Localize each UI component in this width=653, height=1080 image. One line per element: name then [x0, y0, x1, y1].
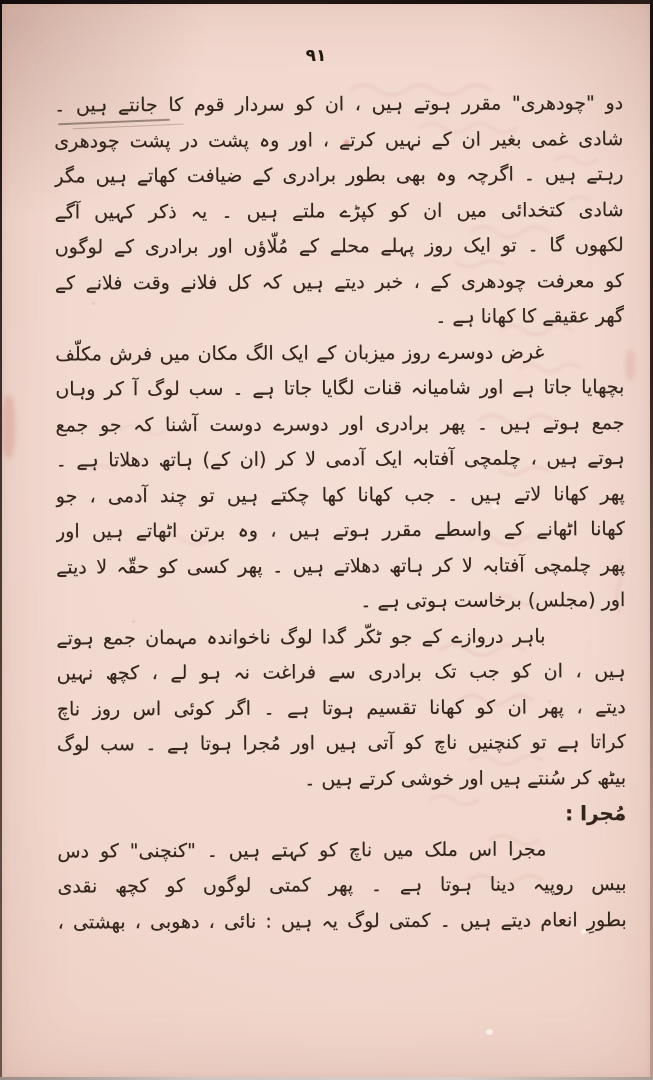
text-line: دیتے ، پھر ان کو کھانا تقسیم ہوتا ہے ۔ اگر کوئی اس روز ناچ — [56, 695, 626, 720]
pink-smear — [626, 350, 635, 380]
text-line: بیٹھ کر سُنتے ہیں اور خوشی کرتے ہیں ۔ — [304, 766, 627, 790]
text-line: کو معرفت چودھری کے ، خبر دیتے ہیں کہ کل فلانے وقت فلانے کے — [54, 269, 624, 294]
text-line: کراتا ہے تو کنچنیں ناچ کو آتی ہیں اور مُجرا ہوتا ہے ۔ سب لوگ — [56, 730, 626, 756]
text-line: رہتے ہیں ۔ اگرچہ وہ بھی بطور برادری کے ضیافت کھاتے ہیں مگر — [54, 162, 624, 188]
text-line: دو "چودھری" مقرر ہوتے ہیں ، ان کو سردار قوم کا جانتے ہیں ۔ — [54, 91, 624, 117]
text-line: شادی غمی بغیر ان کے نہیں کرتے ، اور وہ پشت در پشت چودھری — [54, 127, 624, 152]
section-heading: مُجرا : — [565, 800, 627, 826]
text-line: غرض دوسرے روز میزبان کے ایک الگ مکان میں فرش مکلّف — [55, 340, 545, 365]
text-line: ہوتے ہیں ، چلمچی آفتابہ ایک آدمی لا کر (ان کے) ہاتھ دھلاتا ہے ۔ — [55, 446, 625, 472]
text-block — [54, 86, 627, 940]
text-line: مجرا اس ملک میں ناچ کو کہتے ہیں ۔ "کنچنی" کو دس — [57, 837, 547, 862]
text-line: بچھایا جاتا ہے اور شامیانہ قنات لگایا جاتا ہے ۔ سب لوگ آ کر وہاں — [55, 375, 625, 401]
page-number: ۹۱ — [305, 46, 327, 66]
pink-smear — [2, 396, 15, 458]
text-line: جمع ہوتے ہیں ۔ پھر برادری اور دوسرے دوست آشنا کہ جو جمع — [55, 411, 625, 436]
text-line: شادی کتخدائی میں ان کو کپڑے ملتے ہیں ۔ یہ ذکر کہیں آگے — [54, 198, 624, 223]
scan-edge-left — [0, 0, 2, 1080]
text-line: پھر کھانا لاتے ہیں ۔ جب کھانا کھا چکتے ہیں تو چند آدمی ، جو — [55, 482, 625, 507]
text-line: گھر عقیقے کا کھانا ہے ۔ — [435, 304, 625, 328]
text-line: بیس روپیہ دینا ہوتا ہے ۔ پھر کمتی لوگوں کو کچھ نقدی — [57, 872, 627, 898]
text-line: اور (مجلس) برخاست ہوتی ہے ۔ — [360, 588, 626, 613]
text-line: پھر چلمچی آفتابہ لا کر ہاتھ دھلاتے ہیں ۔ پھر کسی کو حقّہ لا دیتے — [56, 553, 626, 578]
text-line: بطورِ انعام دیتے ہیں ۔ کمتی لوگ یہ ہیں : نائی ، دھوبی ، بھشتی ، — [57, 908, 627, 933]
paper-fleck — [486, 1029, 493, 1035]
text-line: لکھوں گا ۔ تو ایک روز پہلے محلے کے مُلّاؤں اور برادری کے لوگوں — [54, 233, 624, 259]
text-line: باہر دروازے کے جو ٹکّر گدا لوگ ناخواندہ مہمان جمع ہوتے — [56, 624, 546, 649]
text-line: کھانا اٹھانے کے واسطے مقرر ہوتے ہیں ، وہ برتن اٹھاتے ہیں اور — [55, 517, 625, 543]
text-line: ہیں ، ان کو جب تک برادری سے فراغت نہ ہو لے ، کچھ نہیں — [56, 659, 626, 685]
scan-edge-top — [0, 0, 653, 4]
